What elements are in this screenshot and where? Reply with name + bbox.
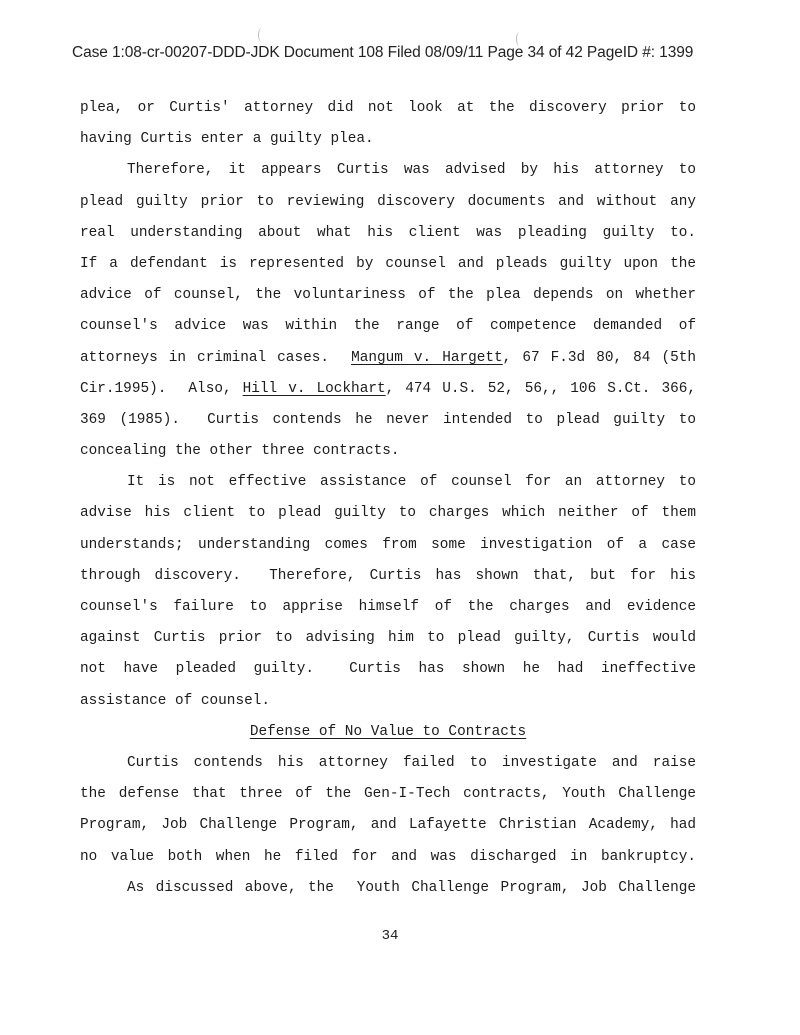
text-line: Curtis contends his attorney failed to investigate and raise bbox=[127, 754, 696, 771]
text-line: having Curtis enter a guilty plea. bbox=[80, 131, 374, 148]
text-line: Program, Job Challenge Program, and Lafayette Christian Academy, had bbox=[80, 817, 696, 834]
text-line: plea, or Curtis' attorney did not look at the discovery prior to bbox=[80, 100, 696, 116]
text-line: not have pleaded guilty. Curtis has shown he had ineffective bbox=[80, 661, 696, 678]
text-line: understands; understanding comes from some investigation of a case bbox=[80, 536, 696, 553]
section-heading-text: Defense of No Value to Contracts bbox=[249, 723, 527, 740]
text-line: If a defendant is represented by counsel and pleads guilty upon the bbox=[80, 255, 696, 272]
document-body bbox=[80, 93, 696, 904]
line-segment: , 474 U.S. 52, 56,, 106 S.Ct. 366, bbox=[385, 380, 696, 397]
text-line: through discovery. Therefore, Curtis has shown that, but for his bbox=[80, 567, 696, 584]
text-line: counsel's failure to apprise himself of the charges and evidence bbox=[80, 599, 696, 615]
scan-artifact bbox=[516, 32, 523, 46]
line-segment: , 67 F.3d 80, 84 (5th bbox=[502, 349, 697, 366]
case-citation: Mangum v. Hargett bbox=[351, 349, 503, 366]
text-line bbox=[80, 374, 696, 405]
text-line: concealing the other three contracts. bbox=[80, 443, 400, 460]
line-segment: attorneys in criminal cases. bbox=[80, 349, 352, 366]
case-header: Case 1:08-cr-00207-DDD-JDK Document 108 Filed 08/09/11 Page 34 of 42 PageID #: 1399 bbox=[72, 44, 694, 61]
text-line: counsel's advice was within the range of competence demanded of bbox=[80, 318, 696, 335]
text-line: no value both when he filed for and was discharged in bankruptcy. bbox=[80, 848, 696, 865]
text-line: against Curtis prior to advising him to plead guilty, Curtis would bbox=[80, 630, 696, 647]
text-line: plead guilty prior to reviewing discovery documents and without any bbox=[80, 193, 696, 210]
section-heading bbox=[80, 717, 696, 748]
text-line: As discussed above, the Youth Challenge Program, Job Challenge bbox=[127, 879, 696, 896]
text-line: real understanding about what his client was pleading guilty to. bbox=[80, 224, 696, 241]
text-line: Therefore, it appears Curtis was advised by his attorney to bbox=[127, 162, 696, 179]
text-line: advice of counsel, the voluntariness of the plea depends on whether bbox=[80, 287, 696, 304]
text-line: 369 (1985). Curtis contends he never intended to plead guilty to bbox=[80, 411, 696, 428]
line-segment: Cir.1995). Also, bbox=[80, 380, 243, 397]
text-line: the defense that three of the Gen-I-Tech contracts, Youth Challenge bbox=[80, 786, 696, 803]
text-line bbox=[80, 343, 696, 374]
text-line: It is not effective assistance of counsel for an attorney to bbox=[127, 474, 696, 491]
case-citation: Hill v. Lockhart bbox=[242, 380, 386, 397]
page-number: 34 bbox=[381, 928, 399, 944]
scan-artifact bbox=[258, 28, 265, 42]
text-line: assistance of counsel. bbox=[80, 692, 270, 709]
text-line: advise his client to plead guilty to charges which neither of them bbox=[80, 505, 696, 522]
